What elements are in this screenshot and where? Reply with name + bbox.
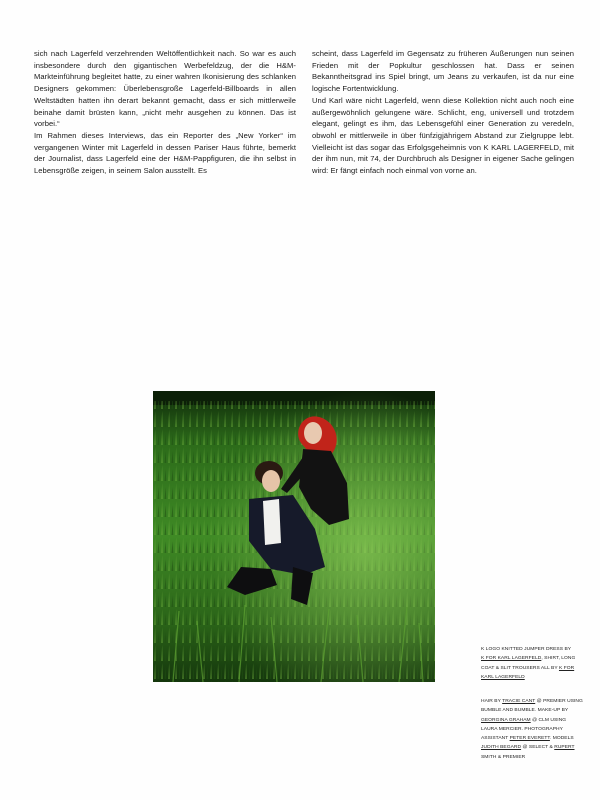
caption-text: @ SELECT & (521, 745, 555, 751)
caption-text: SMITH & PREMIER (481, 754, 526, 760)
article-paragraph: scheint, dass Lagerfeld im Gegensatz zu früheren Äußerungen nun seinen Frieden mit der Popkultur geschlossen hat. Dass er seinen Bekanntheitsgrad ins Spiel bringt, um Jeans zu verkaufen, ist da nur eine logische Fortentwicklung. (312, 49, 574, 94)
article-paragraph: sich nach Lagerfeld verzehrenden Weltöffentlichkeit nach. So war es auch insbesondere durch den gigantischen Werbefeldzug, der die H&M-Markteinführung begleitet hatte, zu einer wahren Ikonisierung des schlanken Designers gekommen: Überlebensgroße Lagerfeld-Billboards in allen Weltstädten hatten ihn derart bekannt gemacht, dass er sich mittlerweile beinahe damit brüsten kann, „nicht mehr ausgehen zu können. Das ist vorbei.“ (34, 49, 296, 129)
caption-text: . MODELS (549, 736, 574, 742)
article-paragraph: Im Rahmen dieses Interviews, das ein Reporter des „New Yorker“ im vergangenen Winter mit Lagerfeld in dessen Pariser Haus führte, bemerkt der Journalist, dass Lagerfeld eine der H&M-Pappfiguren, die ihn selbst in Lebensgröße zeigen, in seinem Salon ausstellt. Es (34, 130, 296, 176)
credit-link: JUDITH BEGARD (481, 745, 522, 751)
caption-text: HAIR BY (481, 699, 503, 704)
caption-text: @ PREMIER USING BUMBLE AND BUMBLE. MAKE-UP BY (481, 699, 583, 714)
credit-link: TRACIE CANT (502, 699, 536, 704)
article-paragraph: Und Karl wäre nicht Lagerfeld, wenn diese Kollektion nicht auch noch eine außergewöhnlich gelungene wäre. Schlicht, eng, universell und trotzdem elegant, gelingt es ihm, das Lebensgefühl einer Generation zu veredeln, obwohl er mittlerweile in über fünfzigjährigem Abstand zur Zielgruppe lebt. Vielleicht ist das sogar das Erfolgsgeheimnis von K KARL LAGERFELD, mit der ihm nun, mit 74, der Durchbruch als Designer in eigener Sache gelingen wird: Er fängt einfach noch einmal von vorne an. (312, 95, 574, 176)
caption-text: COAT & SLIT TROUSERS ALL BY (481, 665, 559, 671)
credit-link: PETER EVERETT (509, 736, 550, 742)
fashion-photo (153, 391, 435, 682)
credit-link: RUPERT (554, 745, 575, 751)
caption-text: @ CLM USING LAURA MERCIER. PHOTOGRAPHY ASSISTANT (481, 717, 567, 742)
caption-text: K LOGO KNITTED JUMPER DRESS BY (481, 647, 572, 652)
credit-link: KARL LAGERFELD (481, 674, 525, 680)
credit-link: K FOR (558, 665, 575, 671)
article-column-left (34, 48, 296, 177)
caption-staff (481, 697, 583, 762)
caption-text: , SHIRT, LONG (541, 656, 576, 662)
article-column-right (312, 48, 574, 177)
credit-link: K FOR KARL LAGERFELD (481, 656, 542, 662)
credit-link: GEORGINA GRAHAM (481, 717, 531, 723)
caption-credits (481, 645, 583, 682)
